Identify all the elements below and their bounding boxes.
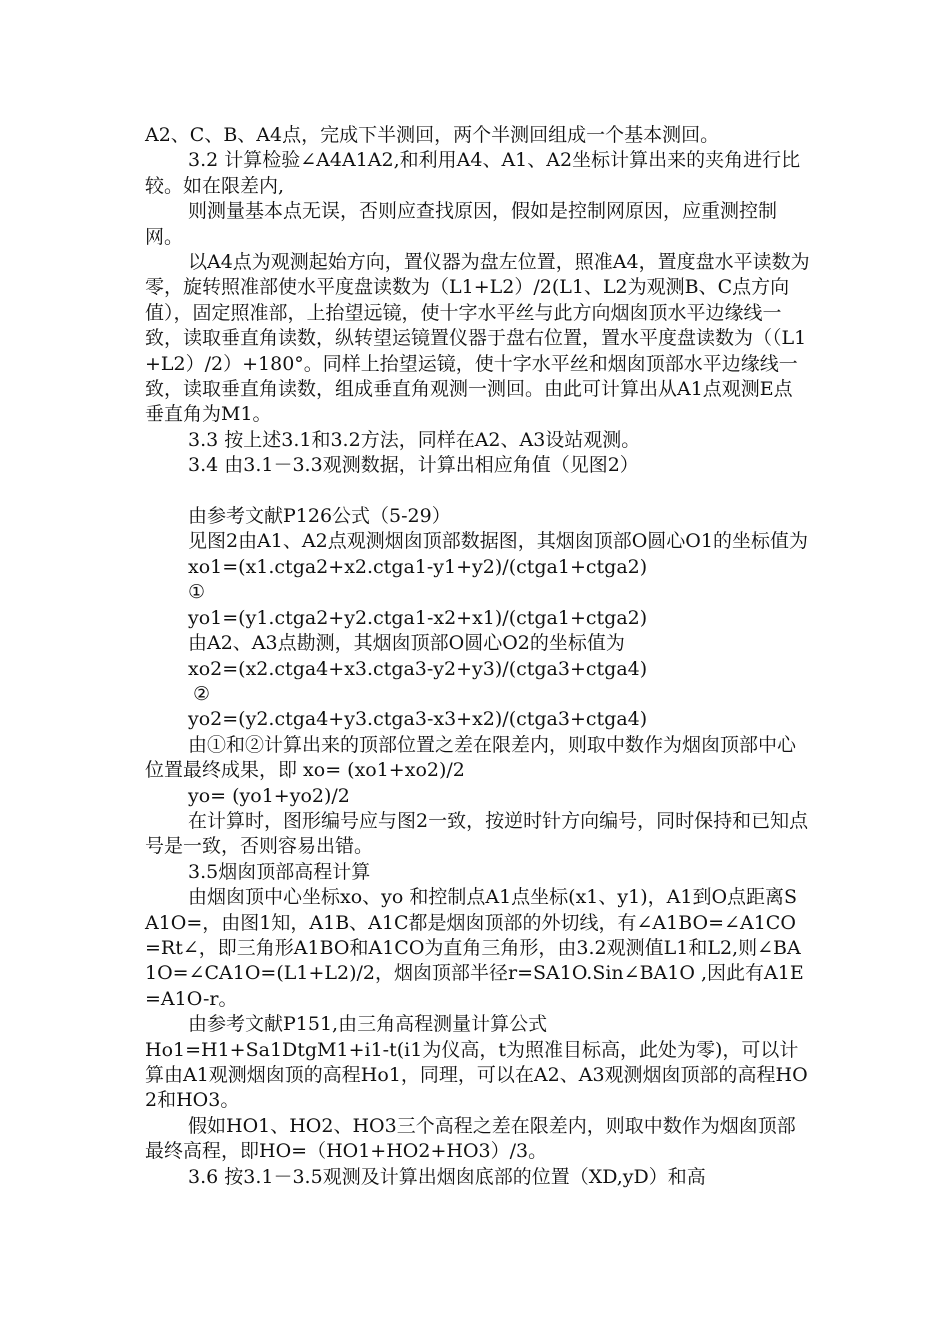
formula-label-1: ① (188, 581, 206, 604)
paragraph-average-position: 由①和②计算出来的顶部位置之差在限差内，则取中数作为烟囱顶部中心位置最终成果，即 xo= (xo1+xo2)/2 (145, 733, 797, 782)
paragraph-a2-a3-survey: 由A2、A3点勘测，其烟囱顶部O圆心O2的坐标值为 (188, 632, 625, 655)
paragraph-final-height: 假如HO1、HO2、HO3三个高程之差在限差内，则取中数作为烟囱顶部最终高程，即HO=（HO1+HO2+HO3）/3。 (145, 1114, 796, 1163)
paragraph-reference-p151: 由参考文献P151,由三角高程测量计算公式 (188, 1013, 548, 1036)
paragraph-radius-calculation: 由烟囱顶中心坐标xo、yo 和控制点A1点坐标(x1、y1)，A1到O点距离SA1O=，由图1知，A1B、A1C都是烟囱顶部的外切线，有∠A1BO=∠A1CO=Rt∠，即三角形A1BO和A1CO为直角三角形，由3.2观测值L1和L2,则∠BA1O=∠CA1O=(L1+L2)/2，烟囱顶部半径r=SA1O.Sin∠BA1O ,因此有A1E=A1O-r。 (145, 886, 804, 1010)
paragraph-half-round: A2、C、B、A4点，完成下半测回，两个半测回组成一个基本测回。 (145, 124, 720, 146)
formula-yo2: yo2=(y2.ctga4+y3.ctga3-x3+x2)/(ctga3+ctga4) (188, 708, 648, 731)
paragraph-reference-p126: 由参考文献P126公式（5-29） (188, 505, 451, 528)
paragraph-height-formula: Ho1=H1+Sa1DtgM1+i1-t(i1为仪高，t为照准目标高，此处为零)，可以计算由A1观测烟囱顶的高程Ho1，同理，可以在A2、A3观测烟囱顶部的高程HO2和HO3。 (145, 1038, 808, 1112)
formula-xo1: xo1=(x1.ctga2+x2.ctga1-y1+y2)/(ctga1+ctga2) (188, 555, 648, 578)
paragraph-numbering-note: 在计算时，图形编号应与图2一致，按逆时针方向编号，同时保持和已知点号是一致，否则容易出错。 (145, 809, 809, 858)
paragraph-section-3-2: 3.2 计算检验∠A4A1A2,和利用A4、A1、A2坐标计算出来的夹角进行比较。如在限差内, (145, 149, 801, 197)
paragraph-figure-2-description: 见图2由A1、A2点观测烟囱顶部数据图，其烟囱顶部O圆心O1的坐标值为 (188, 530, 808, 553)
paragraph-section-3-6: 3.6 按3.1－3.5观测及计算出烟囱底部的位置（XD,yD）和高 (188, 1165, 706, 1188)
formula-xo2: xo2=(x2.ctga4+x3.ctga3-y2+y3)/(ctga3+ctga4) (188, 657, 648, 680)
document-body (145, 123, 810, 1190)
blank-line (145, 479, 810, 504)
paragraph-section-3-4: 3.4 由3.1－3.3观测数据，计算出相应角值（见图2） (188, 454, 639, 477)
paragraph-section-3-3: 3.3 按上述3.1和3.2方法，同样在A2、A3设站观测。 (188, 428, 641, 451)
heading-section-3-5: 3.5烟囱顶部高程计算 (188, 860, 371, 883)
paragraph-check-control-net: 则测量基本点无误，否则应查找原因，假如是控制网原因，应重测控制网。 (145, 200, 778, 248)
formula-label-2: ② (193, 682, 211, 705)
formula-yo: yo= (yo1+yo2)/2 (188, 784, 350, 807)
paragraph-observation-procedure: 以A4点为观测起始方向，置仪器为盘左位置，照准A4，置度盘水平读数为零，旋转照准部使水平度盘读数为（L1+L2）/2(L1、L2为观测B、C点方向值），固定照准部，上抬望远镜，使十字水平丝与此方向烟囱顶水平边缘线一致，读取垂直角读数，纵转望运镜置仪器于盘右位置，置水平度盘读数为（（L1+L2）/2）+180°。同样上抬望运镜，使十字水平丝和烟囱顶部水平边缘线一致，读取垂直角读数，组成垂直角观测一测回。由此可计算出从A1点观测E点垂直角为M1。 (145, 251, 810, 426)
formula-yo1: yo1=(y1.ctga2+y2.ctga1-x2+x1)/(ctga1+ctga2) (188, 606, 648, 629)
